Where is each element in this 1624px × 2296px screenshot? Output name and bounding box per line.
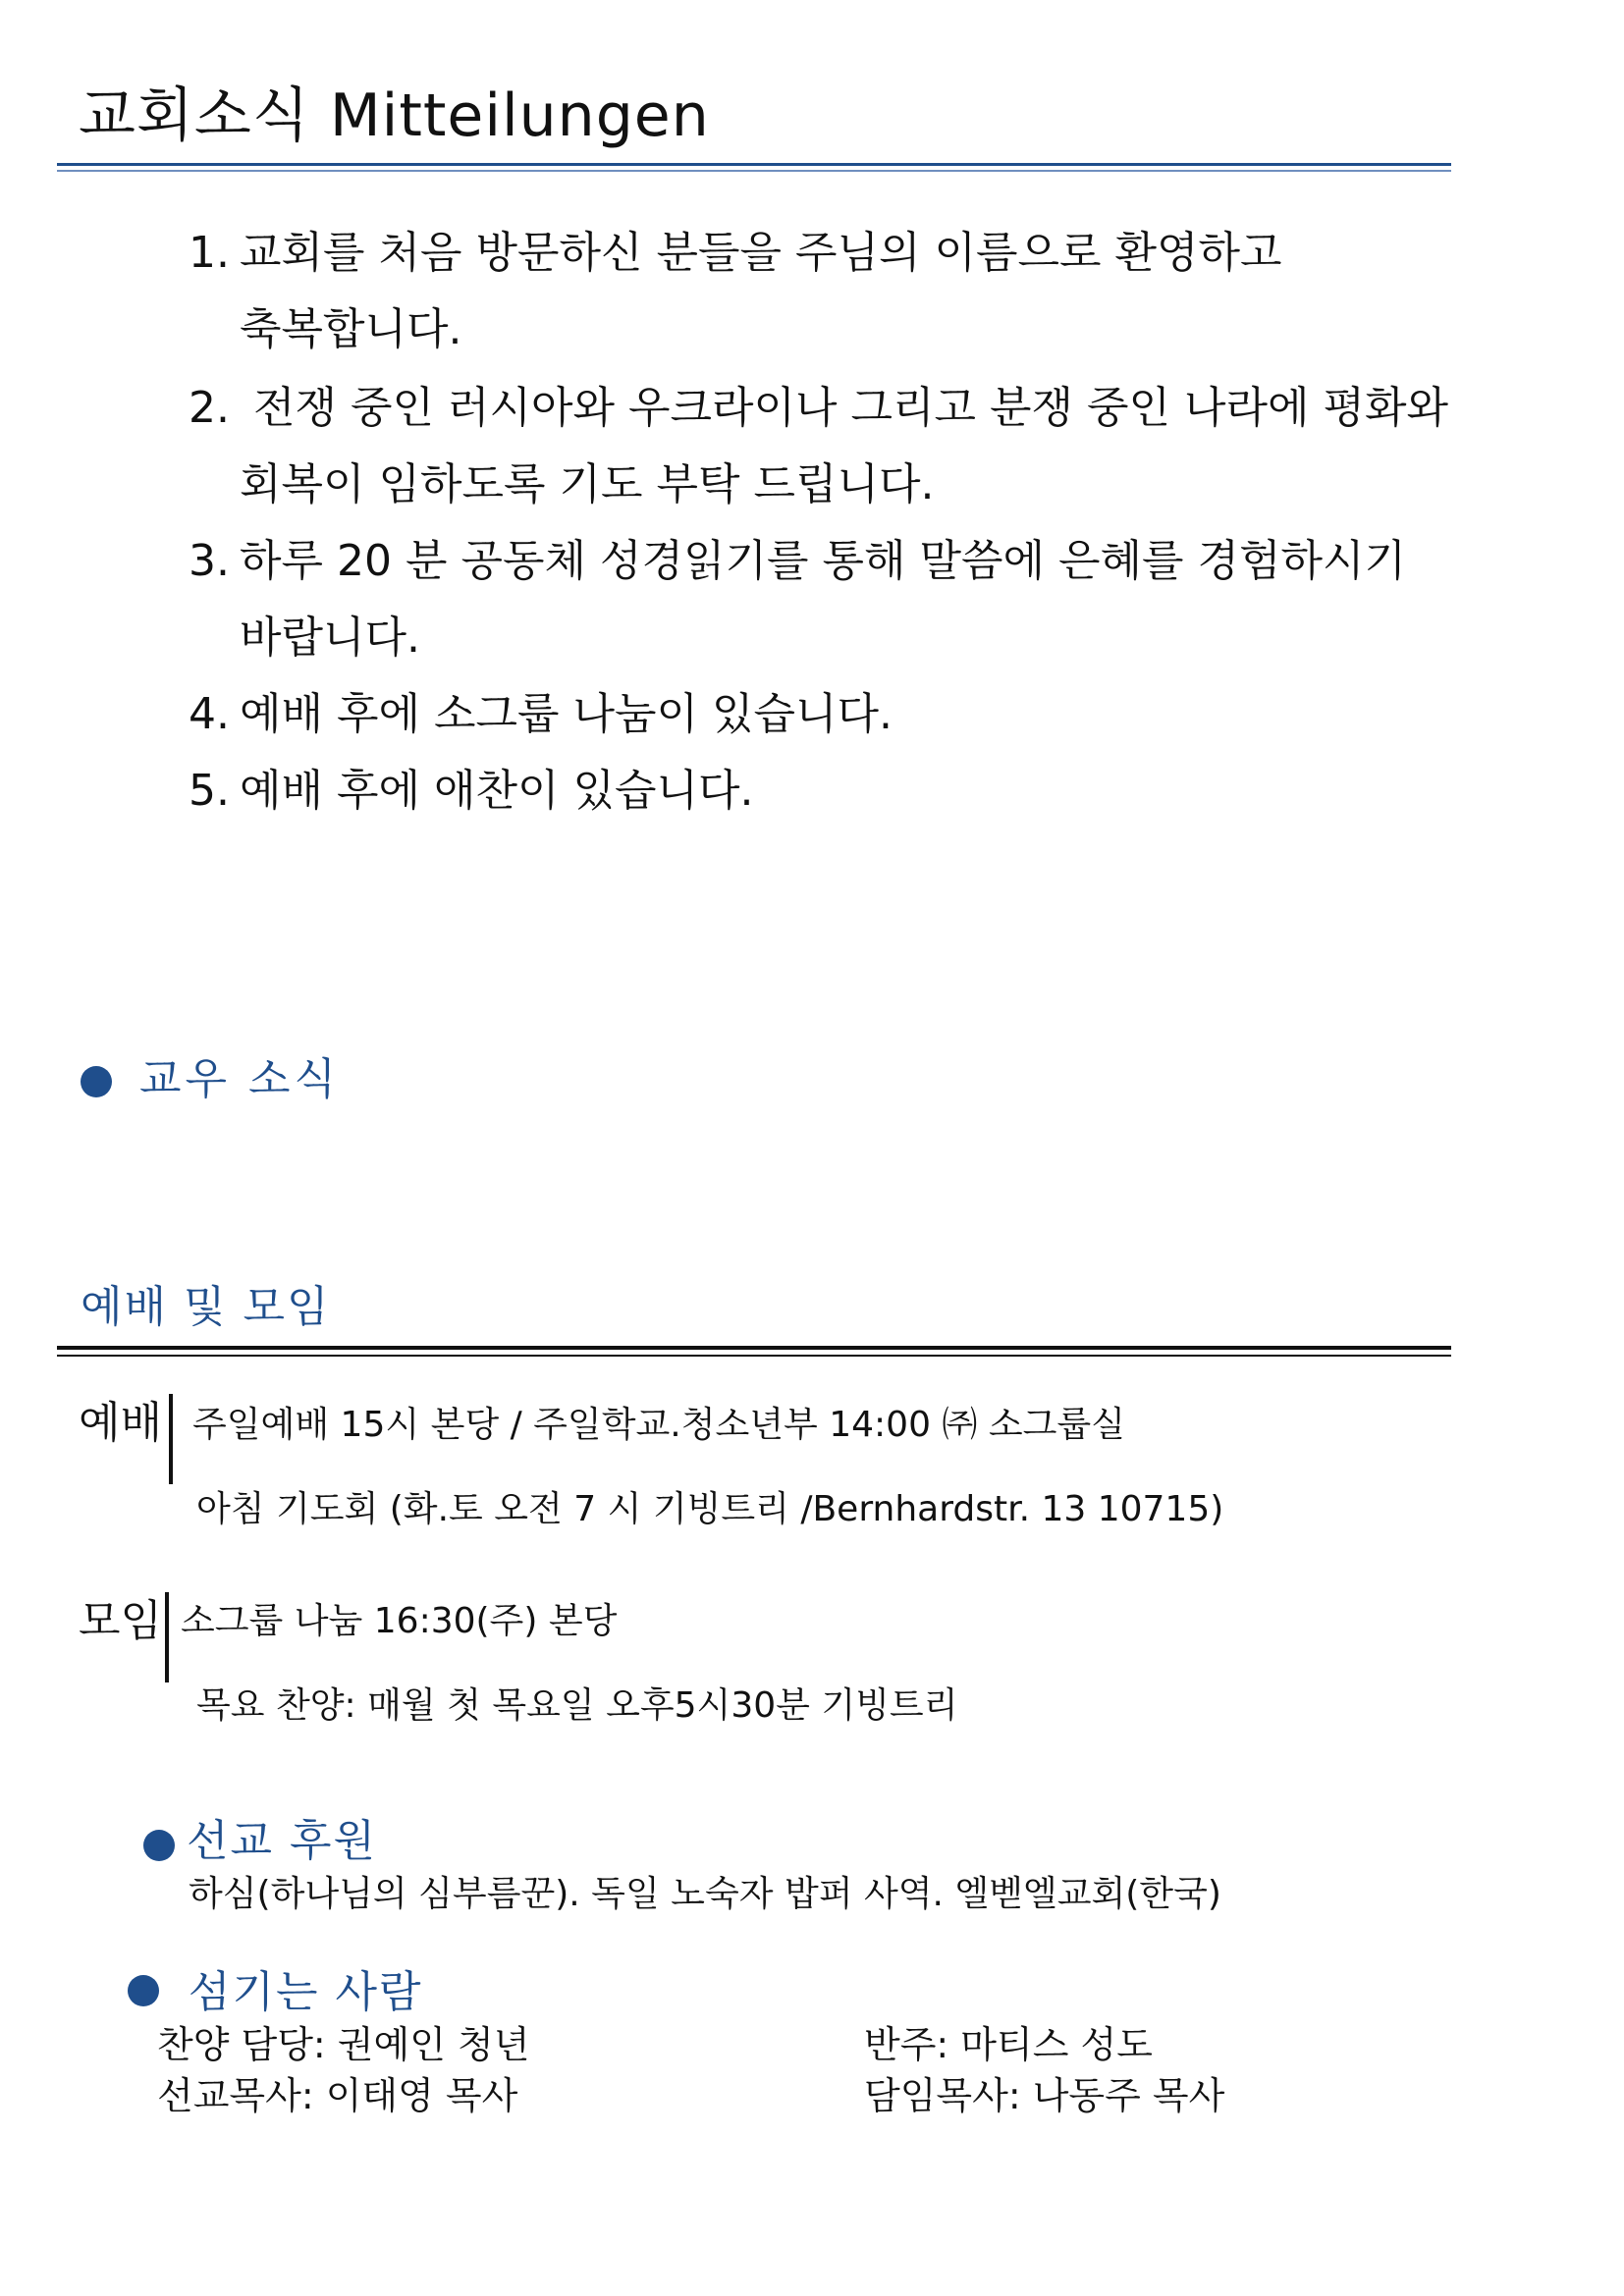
service-label: 예배 xyxy=(79,1398,163,1448)
worship-rule-thin xyxy=(57,1355,1451,1357)
notice-number: 2. xyxy=(189,383,230,433)
bullet-icon xyxy=(81,1066,112,1097)
title-rule xyxy=(57,163,1451,166)
notice-text: 전쟁 중인 러시아와 우크라이나 그리고 분쟁 중인 나라에 평화와 xyxy=(240,383,1448,433)
mission-text: 하심(하나님의 심부름꾼). 독일 노숙자 밥퍼 사역. 엘벧엘교회(한국) xyxy=(189,1874,1221,1914)
notice-item-5 xyxy=(189,766,754,817)
accompanist: 반주: 마티스 성도 xyxy=(864,2023,1153,2066)
notice-item-4 xyxy=(189,689,893,740)
meeting-label: 모임 xyxy=(79,1596,163,1646)
notice-item-1 xyxy=(189,228,1282,279)
bullet-icon xyxy=(143,1830,175,1861)
worship-heading: 예배 및 모임 xyxy=(81,1282,331,1332)
notice-text: 예배 후에 소그룹 나눔이 있습니다. xyxy=(240,689,893,739)
senior-pastor: 담임목사: 나동주 목사 xyxy=(864,2074,1225,2117)
member-news-heading: 교우 소식 xyxy=(139,1054,341,1104)
worship-lead: 찬양 담당: 권예인 청년 xyxy=(157,2023,530,2066)
notice-number: 4. xyxy=(189,689,230,739)
notice-number: 1. xyxy=(189,228,230,278)
notice-item-3-cont: 바랍니다. xyxy=(240,613,421,663)
notice-text: 교회를 처음 방문하신 분들을 주님의 이름으로 환영하고 xyxy=(240,228,1282,278)
notice-text: 예배 후에 애찬이 있습니다. xyxy=(240,766,754,816)
notice-number: 3. xyxy=(189,536,230,586)
service-line-2: 아침 기도회 (화.토 오전 7 시 기빙트리 /Bernhardstr. 13 10715) xyxy=(196,1489,1224,1529)
worship-rule xyxy=(57,1346,1451,1350)
meeting-line-1: 소그룹 나눔 16:30(주) 본당 xyxy=(181,1601,618,1641)
notice-text: 하루 20 분 공동체 성경읽기를 통해 말씀에 은혜를 경험하시기 xyxy=(240,536,1406,586)
meeting-divider xyxy=(165,1592,169,1682)
notice-item-3 xyxy=(189,536,1406,587)
page-title: 교회소식 Mitteilungen xyxy=(79,81,710,150)
notice-item-2 xyxy=(189,383,1448,434)
meeting-line-2: 목요 찬양: 매월 첫 목요일 오후5시30분 기빙트리 xyxy=(196,1685,958,1726)
servants-heading: 섬기는 사람 xyxy=(189,1967,423,2017)
notice-item-2-cont: 회복이 임하도록 기도 부탁 드립니다. xyxy=(240,459,935,509)
mission-heading: 선교 후원 xyxy=(187,1816,378,1866)
service-divider xyxy=(169,1394,173,1484)
notice-number: 5. xyxy=(189,766,230,816)
notice-item-1-cont: 축복합니다. xyxy=(240,304,462,354)
service-line-1: 주일예배 15시 본당 / 주일학교.청소년부 14:00 ㈜ 소그룹실 xyxy=(192,1405,1125,1445)
bullet-icon xyxy=(128,1975,159,2006)
title-rule-thin xyxy=(57,170,1451,172)
missionary-pastor: 선교목사: 이태영 목사 xyxy=(157,2074,518,2117)
